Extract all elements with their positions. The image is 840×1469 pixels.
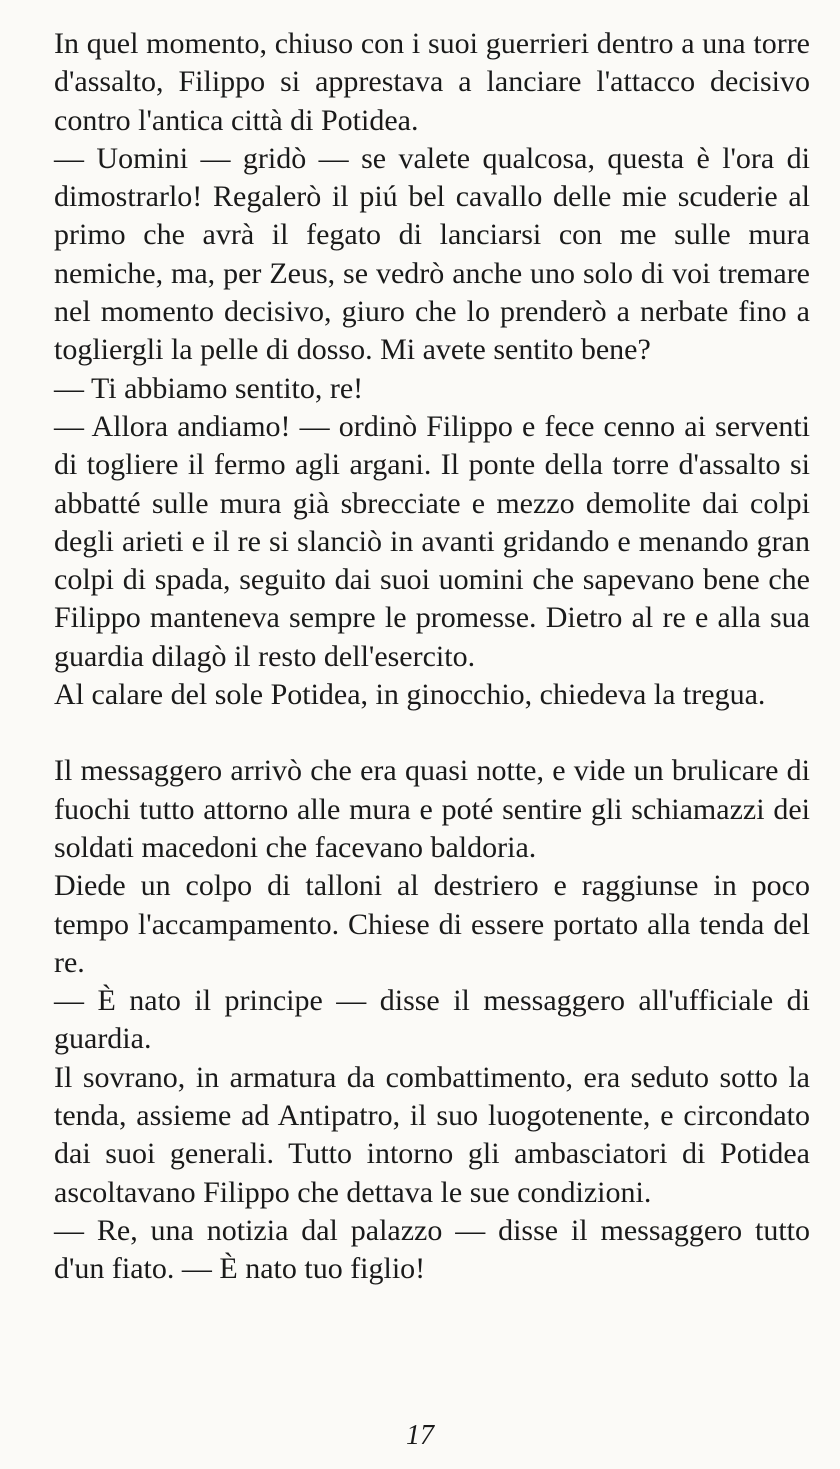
paragraph-10: — Re, una notizia dal palazzo — disse il messaggero tutto d'un fiato. — È nato tuo figlio!	[54, 1213, 810, 1286]
paragraph-5: Al calare del sole Potidea, in ginocchio, chiedeva la tregua.	[54, 678, 766, 712]
paragraph-6: Il messaggero arrivò che era quasi notte, e vide un brulicare di fuochi tutto attorno alle mura e poté sentire gli schiamazzi dei soldati macedoni che facevano baldoria.	[54, 754, 810, 864]
paragraph-2: — Uomini — gridò — se valete qualcosa, questa è l'ora di dimostrarlo! Regalerò il piú bel cavallo delle mie scuderie al primo che avrà il fegato di lanciarsi con me sulle mura nemiche, ma, per Zeus, se vedrò anche uno solo di voi tremare nel momento decisivo, giuro che lo prenderò a nerbate fino a togliergli la pelle di dosso. Mi avete sentito bene?	[54, 141, 810, 367]
paragraph-9: Il sovrano, in armatura da combattimento, era seduto sotto la tenda, assieme ad Antipatro, il suo luogotenente, e circondato dai suoi generali. Tutto intorno gli ambasciatori di Potidea ascoltavano Filippo che dettava le sue condizioni.	[54, 1060, 810, 1209]
paragraph-4: — Allora andiamo! — ordinò Filippo e fece cenno ai serventi di togliere il fermo agli argani. Il ponte della torre d'assalto si abbatté sulle mura già sbrecciate e mezzo demolite dai colpi degli arieti e il re si slanciò in avanti gridando e menando gran colpi di spada, seguito dai suoi uomini che sapevano bene che Filippo manteneva sempre le promesse. Dietro al re e alla sua guardia dilagò il resto dell'esercito.	[54, 409, 810, 673]
paragraph-7: Diede un colpo di talloni al destriero e raggiunse in poco tempo l'accampamento. Chiese di essere portato alla tenda del re.	[54, 869, 810, 979]
paragraph-8: — È nato il principe — disse il messaggero all'ufficiale di guardia.	[54, 984, 810, 1056]
paragraph-3: — Ti abbiamo sentito, re!	[54, 371, 364, 405]
page-number: 17	[406, 1420, 434, 1451]
paragraph-1: In quel momento, chiuso con i suoi guerrieri dentro a una torre d'assalto, Filippo si apprestava a lanciare l'attacco decisivo contro l'antica città di Potidea.	[54, 27, 810, 137]
